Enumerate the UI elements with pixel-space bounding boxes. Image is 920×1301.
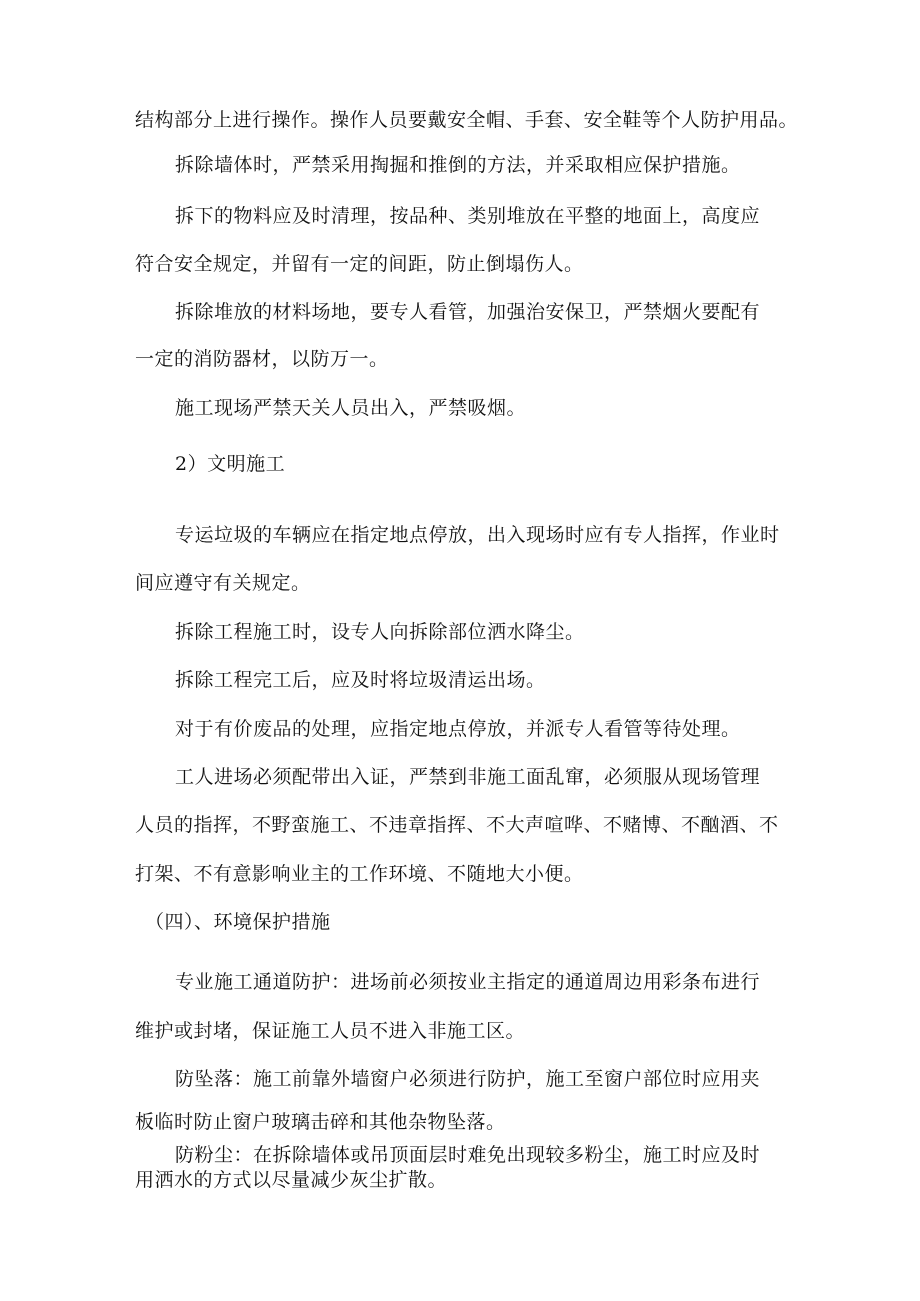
text-line: 施工现场严禁天关人员出入，严禁吸烟。 xyxy=(175,397,527,419)
text-line: 符合安全规定，并留有一定的间距，防止倒塌伤人。 xyxy=(135,253,584,275)
text-line: 维护或封堵，保证施工人员不进入非施工区。 xyxy=(135,1020,526,1042)
text-line: 拆除工程完工后，应及时将垃圾清运出场。 xyxy=(175,669,546,691)
text-line: 拆下的物料应及时清理，按品种、类别堆放在平整的地面上，高度应 xyxy=(175,205,761,227)
section-heading: 2）文明施工 xyxy=(175,453,286,475)
text-line: 专运垃圾的车辆应在指定地点停放，出入现场时应有专人指挥，作业时 xyxy=(175,524,780,546)
text-line: 拆除工程施工时，设专人向拆除部位洒水降尘。 xyxy=(175,621,585,643)
text-line: 拆除堆放的材料场地，要专人看管，加强治安保卫，严禁烟火要配有 xyxy=(175,301,761,323)
text-line: 板临时防止窗户玻璃击碎和其他杂物坠落。 xyxy=(135,1111,506,1133)
text-line: 人员的指挥，不野蛮施工、不违章指挥、不大声喧哗、不赌博、不酗酒、不 xyxy=(135,814,779,836)
text-line: 防坠落：施工前靠外墙窗户必须进行防护，施工至窗户部位时应用夹 xyxy=(175,1068,761,1090)
text-line: 拆除墙体时，严禁采用掏掘和推倒的方法，并采取相应保护措施。 xyxy=(175,154,741,176)
text-line: 专业施工通道防护：进场前必须按业主指定的通道周边用彩条布进行 xyxy=(175,971,761,993)
text-line: 对于有价废品的处理，应指定地点停放，并派专人看管等待处理。 xyxy=(175,718,741,740)
section-heading: （四）、环境保护措施 xyxy=(145,911,331,933)
text-line: 用洒水的方式以尽量减少灰尘扩散。 xyxy=(135,1169,448,1191)
text-line: 防粉尘：在拆除墙体或吊顶面层时难免出现较多粉尘，施工时应及时 xyxy=(175,1144,761,1166)
text-line: 结构部分上进行操作。操作人员要戴安全帽、手套、安全鞋等个人防护用品。 xyxy=(135,109,799,131)
text-line: 工人进场必须配带出入证，严禁到非施工面乱窜，必须服从现场管理 xyxy=(175,766,761,788)
text-line: 打架、不有意影响业主的工作环境、不随地大小便。 xyxy=(135,863,584,885)
text-line: 一定的消防器材，以防万一。 xyxy=(135,348,389,370)
text-line: 间应遵守有关规定。 xyxy=(135,572,311,594)
